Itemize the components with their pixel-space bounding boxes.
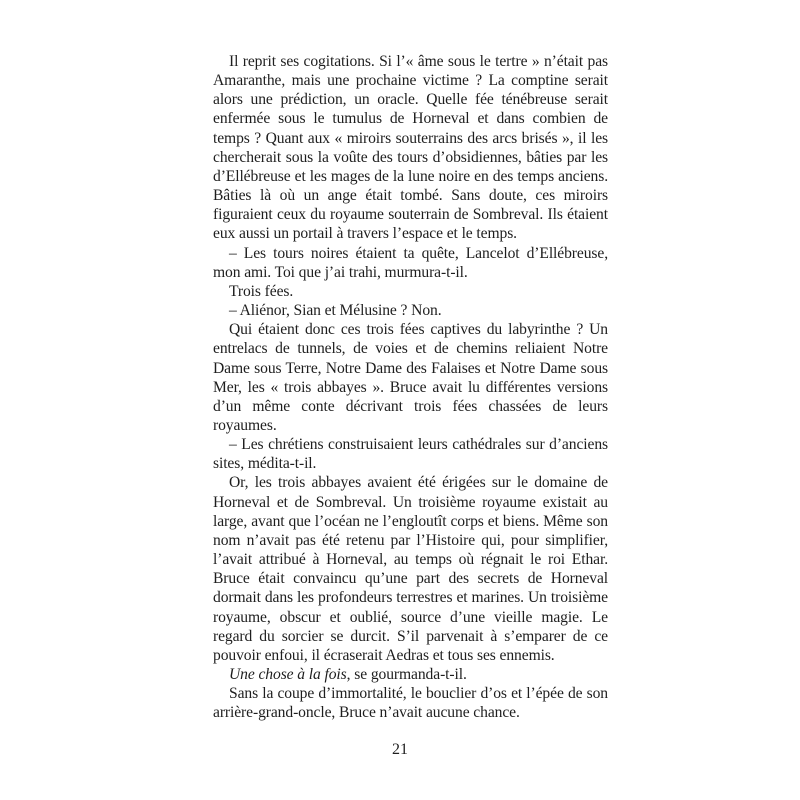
paragraph: Trois fées. — [229, 282, 294, 300]
italic-thought-line — [213, 665, 608, 684]
paragraph: Sans la coupe d’immortalité, le bouclier d’os et l’épée de son arrière-grand-oncle, Bruce n’avait aucune chance. — [213, 685, 608, 722]
italic-thought: Une chose à la fois — [229, 666, 347, 683]
dialogue-line: – Les chrétiens construisaient leurs cathédrales sur d’anciens sites, médita-t-il. — [213, 436, 608, 473]
paragraph: Qui étaient donc ces trois fées captives du labyrinthe ? Un entrelacs de tunnels, de voies et de chemins reliaient Notre Dame sous Terre, Notre Dame des Falaises et Notre Dame sous Mer, les « trois abbayes ». Bruce avait lu différentes versions d’un même conte décrivant trois fées chassées de leurs royaumes. — [213, 321, 608, 434]
page-number: 21 — [392, 741, 408, 758]
paragraph: Il reprit ses cogitations. Si l’« âme sous le tertre » n’était pas Amaranthe, mais une prochaine victime ? La comptine serait alors une prédiction, un oracle. Quelle fée ténébreuse serait enfermée sous le tumulus de Horneval et dans combien de temps ? Quant aux « miroirs souterrains des arcs brisés », il les chercherait sous la voûte des tours d’obsidiennes, bâties par les d’Ellébreuse et les mages de la lune noire en des temps anciens. Bâties là où un ange était tombé. Sans doute, ces miroirs figuraient ceux du royaume souterrain de Sombreval. Ils étaient eux aussi un portail à travers l’espace et le temps. — [213, 53, 608, 243]
paragraph: Or, les trois abbayes avaient été érigées sur le domaine de Horneval et de Sombreval. Un troisième royaume existait au large, avant que l’océan ne l’engloutît corps et biens. Même son nom n’avait pas été retenu par l’Histoire qui, pour simplifier, l’avait attribué à Horneval, au temps où régnait le roi Ethar. Bruce était convaincu qu’une part des secrets de Horneval dormait dans les profondeurs terrestres et marines. Un troisième royaume, obscur et oublié, source d’une vieille magie. Le regard du sorcier se durcit. S’il parvenait à s’emparer de ce pouvoir enfoui, il écraserait Aedras et tous ses ennemis. — [213, 474, 608, 664]
dialogue-line: – Aliénor, Sian et Mélusine ? Non. — [229, 302, 442, 320]
dialogue-line: – Les tours noires étaient ta quête, Lancelot d’Ellébreuse, mon ami. Toi que j’ai trahi, murmura-t-il. — [213, 244, 608, 281]
page-body — [213, 52, 608, 722]
italic-line-rest: , se gourmanda-t-il. — [346, 666, 467, 683]
